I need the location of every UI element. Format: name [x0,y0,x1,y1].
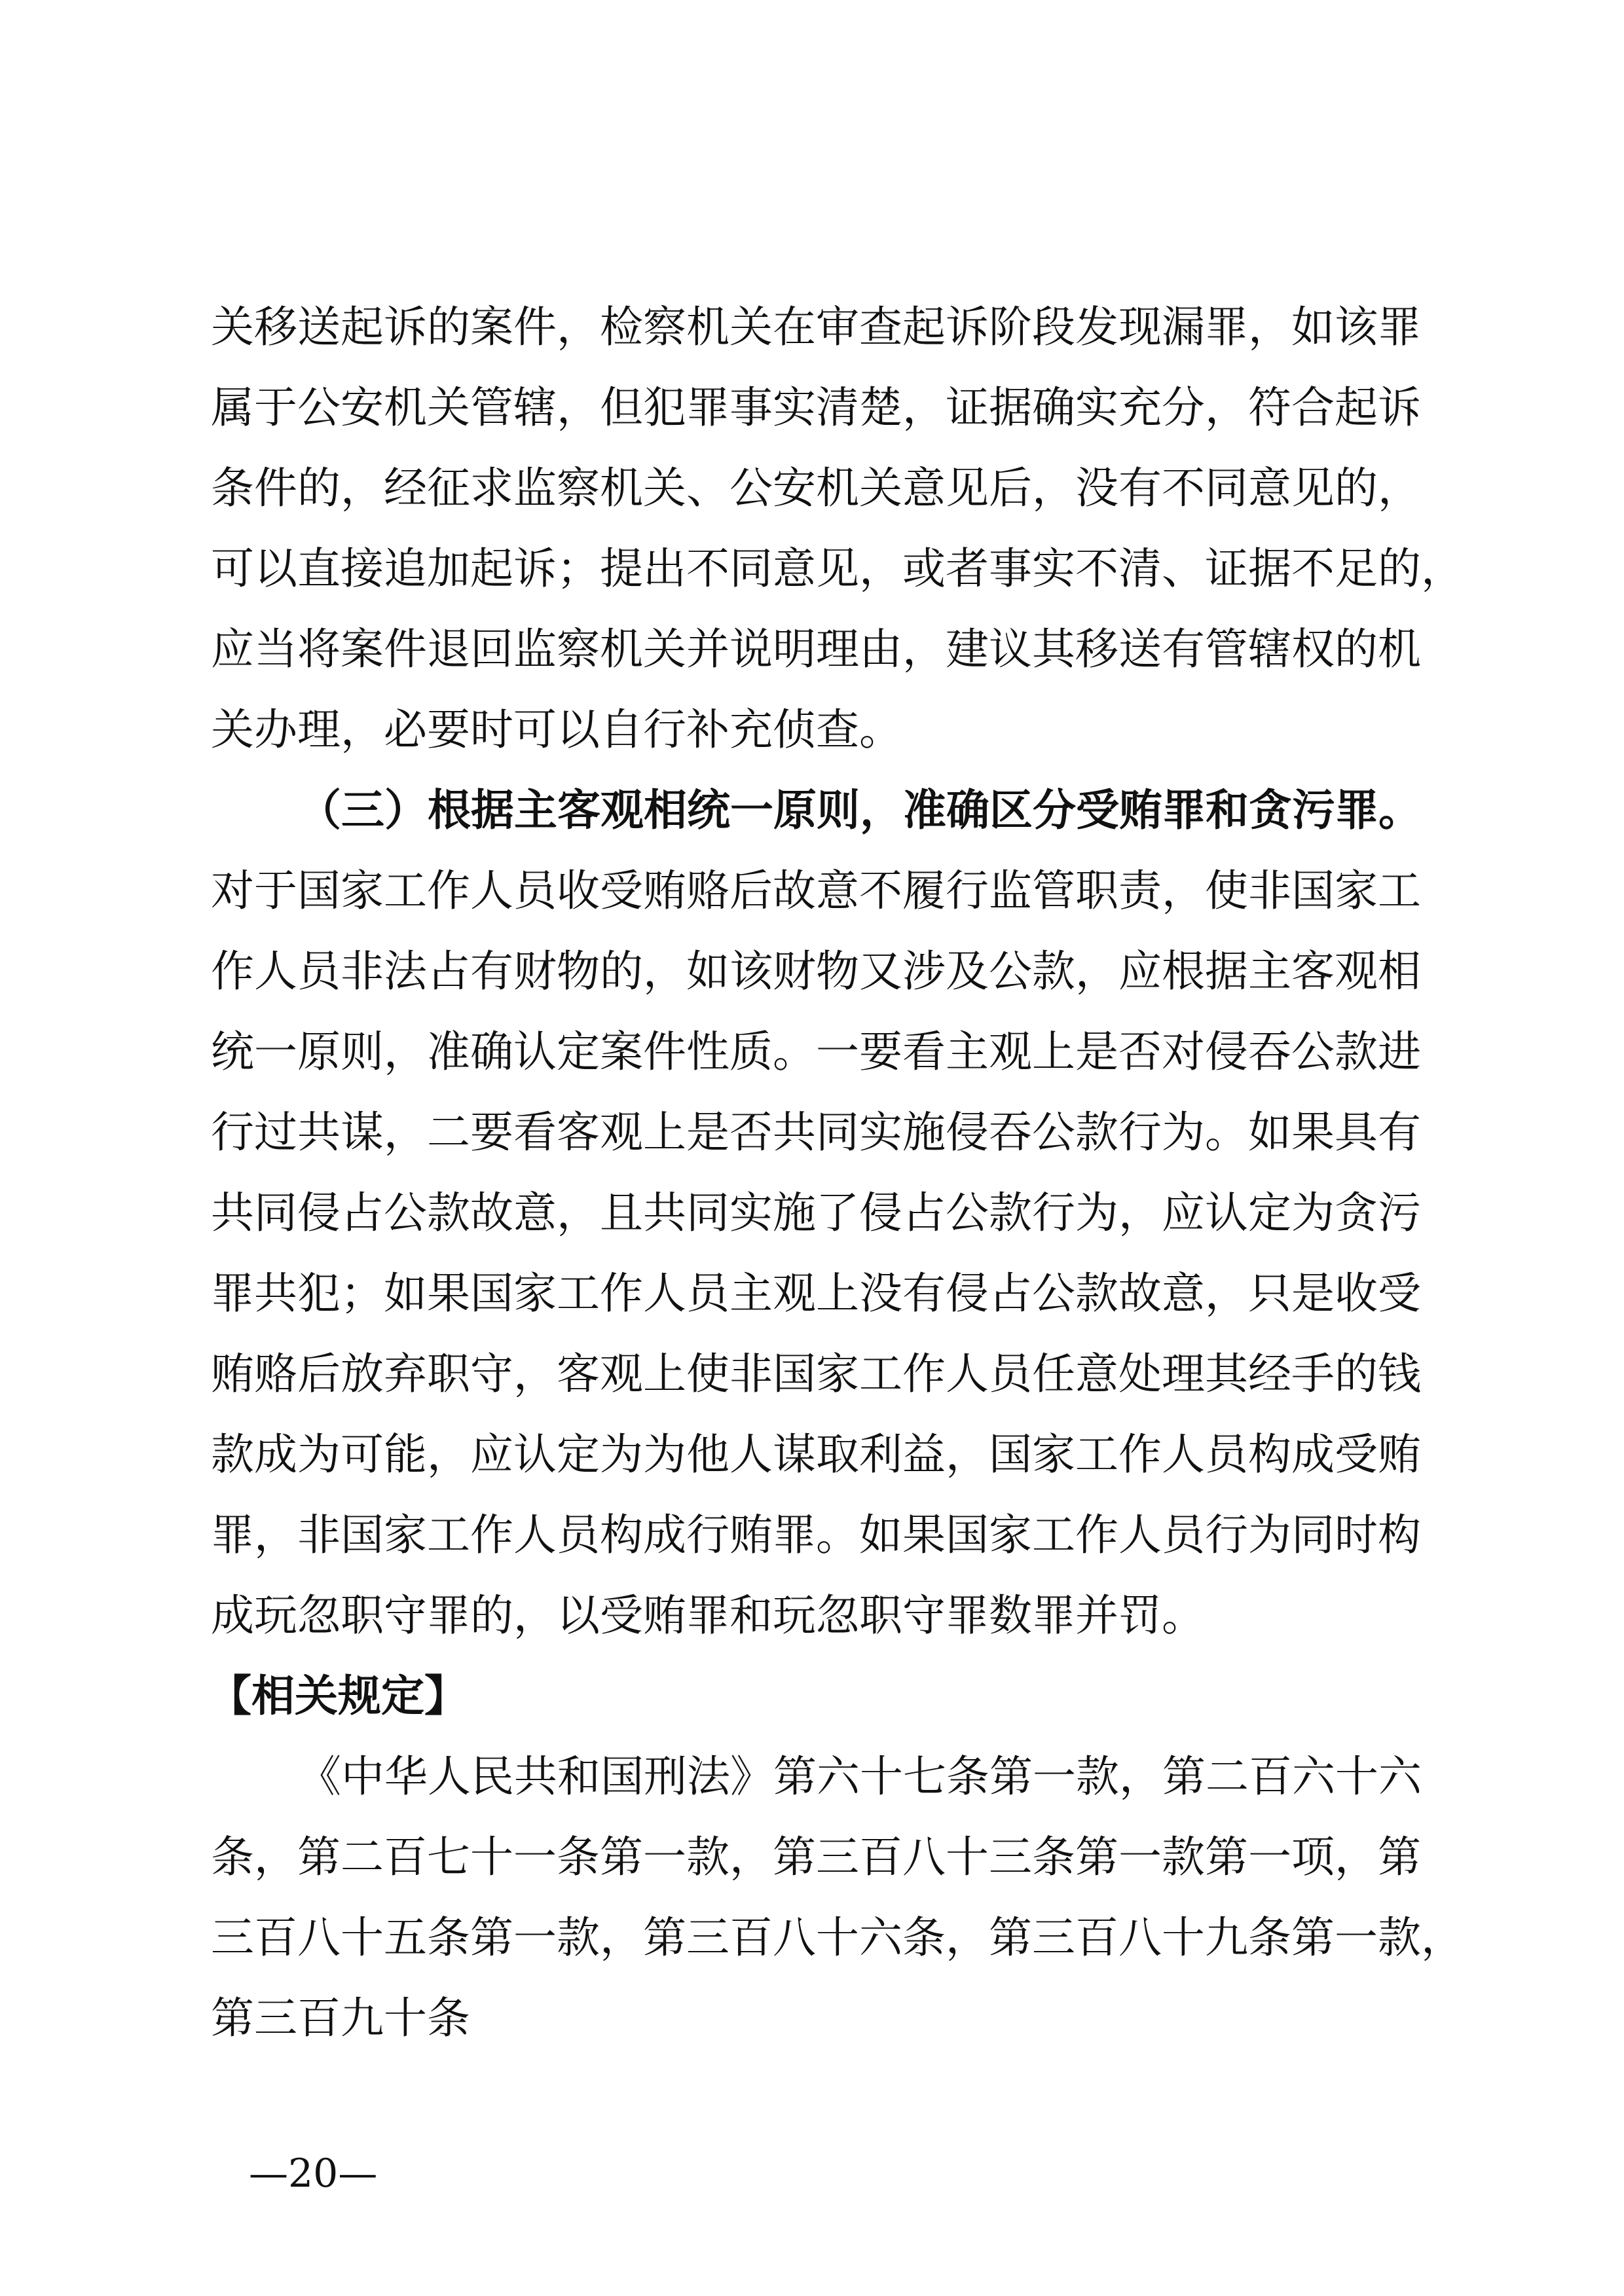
text-line: 条，第二百七十一条第一款，第三百八十三条第一款第一项，第 [211,1832,1421,1882]
text-line: 可以直接追加起诉；提出不同意见，或者事实不清、证据不足的， [211,543,1464,594]
text-line: 应当将案件退回监察机关并说明理由，建议其移送有管辖权的机 [211,624,1421,674]
related-provisions-heading: 【相关规定】 [208,1671,468,1721]
text-line: 共同侵占公款故意，且共同实施了侵占公款行为，应认定为贪污 [211,1188,1421,1238]
text-line: 贿赂后放弃职守，客观上使非国家工作人员任意处理其经手的钱 [211,1349,1421,1399]
page-number: —20— [249,2151,378,2196]
text-line: 统一原则，准确认定案件性质。一要看主观上是否对侵吞公款进 [211,1027,1421,1077]
text-line: 条件的，经征求监察机关、公安机关意见后，没有不同意见的， [211,463,1421,513]
text-line: 成玩忽职守罪的，以受贿罪和玩忽职守罪数罪并罚。 [211,1590,1205,1641]
text-line: 关移送起诉的案件，检察机关在审查起诉阶段发现漏罪，如该罪 [211,302,1421,352]
text-line: 罪，非国家工作人员构成行贿罪。如果国家工作人员行为同时构 [211,1510,1421,1560]
text-line: 款成为可能，应认定为为他人谋取利益，国家工作人员构成受贿 [211,1429,1421,1480]
text-line: 《中华人民共和国刑法》第六十七条第一款，第二百六十六 [298,1751,1422,1802]
text-line: 三百八十五条第一款，第三百八十六条，第三百八十九条第一款， [211,1912,1464,1963]
text-line: 行过共谋，二要看客观上是否共同实施侵吞公款行为。如果具有 [211,1107,1421,1157]
text-line: 作人员非法占有财物的，如该财物又涉及公款，应根据主客观相 [211,946,1421,996]
text-line: 属于公安机关管辖，但犯罪事实清楚，证据确实充分，符合起诉 [211,382,1421,433]
text-line: 罪共犯；如果国家工作人员主观上没有侵占公款故意，只是收受 [211,1268,1421,1319]
text-line: 第三百九十条 [211,1993,470,2043]
text-line: 关办理，必要时可以自行补充侦查。 [211,704,902,755]
section-heading: （三）根据主客观相统一原则，准确区分受贿罪和贪污罪。 [298,785,1422,835]
text-line: 对于国家工作人员收受贿赂后故意不履行监管职责，使非国家工 [211,866,1421,916]
